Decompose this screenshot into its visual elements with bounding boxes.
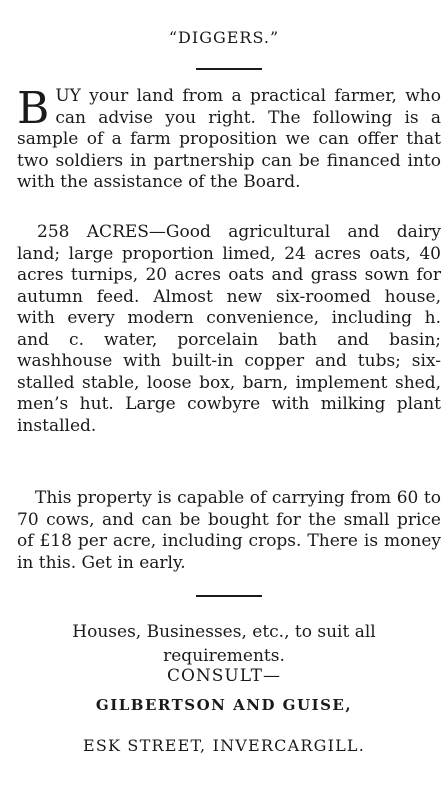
consult-line: CONSULT— [166,666,282,686]
houses-line: Houses, Businesses, etc., to suit all requirements. [72,622,376,666]
firm-name: GILBERTSON AND GUISE, [95,696,353,714]
ad-heading: “DIGGERS.” [168,28,280,47]
property-price-paragraph: This property is capable of carrying from 60 to 70 cows, and can be bought for the small price of £18 per acre, including crops. There is money in this. Get in early. [17,488,441,573]
intro-paragraph [17,83,441,194]
intro-text: UY your land from a practical farmer, who can advise you right. The following is a sample of a farm proposition we can offer that two soldiers in partnership can be financed into with the assistance of the Board. [17,86,441,192]
property-description: 258 ACRES—Good agricultural and dairy land; large proportion limed, 24 acres oats, 40 acres turnips, 20 acres oats and grass sown for autumn feed. Almost new six-roomed house, with every modern convenience, including h. and c. water, porcelain bath and basin; washhouse with built-in copper and tubs; six-stalled stable, loose box, barn, implement shed, men’s hut. Large cowbyre with milking plant installed. [17,222,441,436]
firm-address: ESK STREET, INVERCARGILL. [82,736,366,755]
section-rule [196,595,262,597]
heading-rule [196,68,262,70]
drop-cap: B [17,83,50,134]
